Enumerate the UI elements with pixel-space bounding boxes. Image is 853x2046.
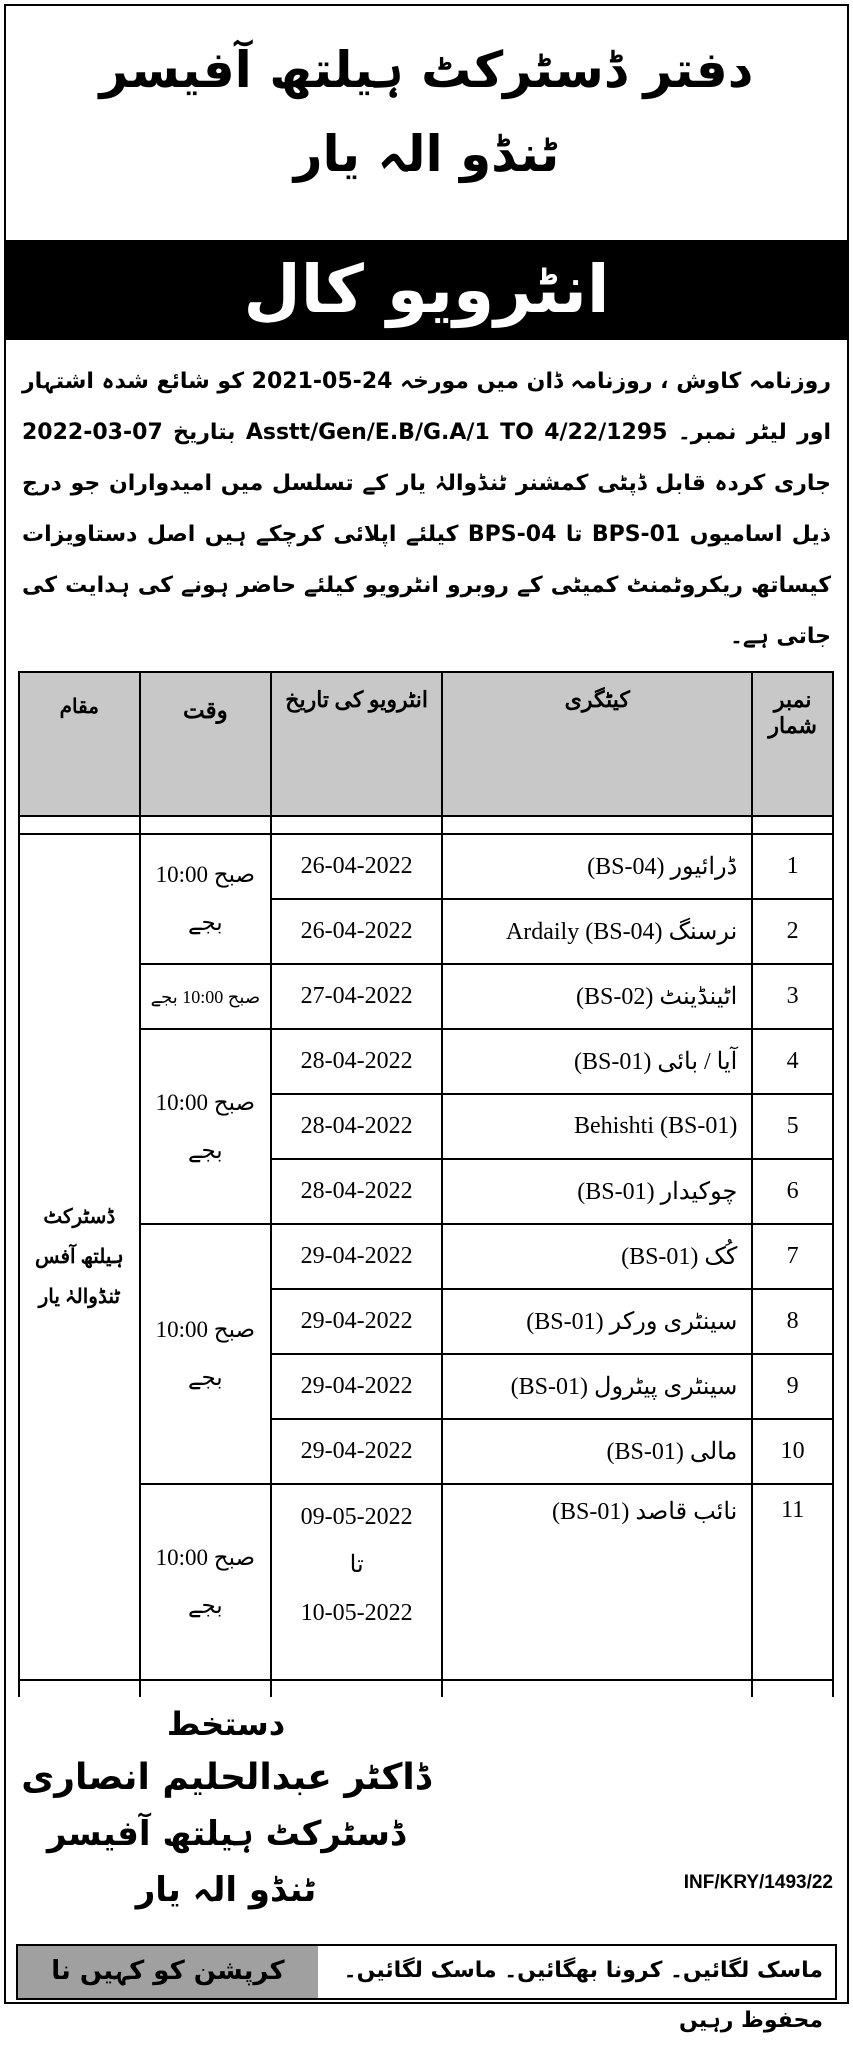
signature-label: دستخط [166, 1705, 286, 1743]
row-date-range [271, 1484, 442, 1680]
intro-paragraph: روزنامہ کاوش ، روزنامہ ڈان میں مورخہ 24-05-2021 کو شائع شدہ اشتہار اور لیٹر نمبر۔ Asstt/Gen/E.B/G.A/1 TO 4/22/1295 بتاریخ 07-03-2022 جاری کردہ قابل ڈپٹی کمشنر ٹنڈوالہٰ یار کے تسلسل میں امیدواران جو درج ذیل اسامیوں BPS-01 تا BPS-04 کیلئے اپلائی کرچکے ہیں اصل دستاویزات کیساتھ ریکروٹمنٹ کمیٹی کے روبرو انٹرویو کیلئے حاضر ہونے کی ہدایت کی جاتی ہے۔ [22, 369, 831, 649]
anti-corruption-slogan: کرپشن کو کہیں نا [18, 1946, 318, 1998]
row-date: 29-04-2022 [271, 1419, 442, 1484]
row-num: 10 [752, 1419, 833, 1484]
row-category: ڈرائیور (BS-04) [442, 834, 752, 899]
row-category: آیا / بائی (BS-01) [442, 1029, 752, 1094]
table-header-row [19, 672, 833, 816]
row-time: صبح 10:00 بجے [140, 964, 271, 1029]
office-title: دفتر ڈسٹرکٹ ہیلتھ آفیسر [99, 41, 754, 99]
date-to: 10-05-2022 [300, 1600, 413, 1626]
date-to-word: تا [349, 1552, 364, 1578]
row-time: صبح 10:00 بجے [140, 1224, 271, 1484]
table-row [19, 1484, 833, 1680]
row-time: صبح 10:00 بجے [140, 1484, 271, 1680]
row-date: 28-04-2022 [271, 1029, 442, 1094]
row-num: 7 [752, 1224, 833, 1289]
row-date: 28-04-2022 [271, 1094, 442, 1159]
header-place: مقام [19, 672, 140, 816]
table-row [19, 1224, 833, 1289]
row-category: نائب قاصد (BS-01) [442, 1484, 752, 1680]
row-category: اٹینڈینٹ (BS-02) [442, 964, 752, 1029]
row-num: 4 [752, 1029, 833, 1094]
row-date: 26-04-2022 [271, 834, 442, 899]
city-title: ٹنڈو الہ یار [293, 125, 560, 183]
header-category: کیٹگری [442, 672, 752, 816]
row-time: صبح 10:00 بجے [140, 1029, 271, 1224]
row-num: 5 [752, 1094, 833, 1159]
row-date: 26-04-2022 [271, 899, 442, 964]
row-category: نرسنگ Ardaily (BS-04) [442, 899, 752, 964]
table-row [19, 964, 833, 1029]
footer-strip [16, 1944, 837, 2033]
header-time: وقت [140, 672, 271, 816]
signatory-name: ڈاکٹر عبدالحلیم انصاری [21, 1757, 431, 1798]
header [6, 6, 847, 224]
venue-cell: ڈسٹرکٹ ہیلتھ آفس ٹنڈوالہٰ یار [19, 834, 140, 1680]
row-num: 11 [752, 1484, 833, 1680]
mask-slogan: ماسک لگائیں۔ کرونا بھگائیں۔ ماسک لگائیں۔ محفوظ رہیں [318, 1946, 835, 1998]
row-date: 29-04-2022 [271, 1224, 442, 1289]
signatory-city: ٹنڈو الہ یار [135, 1870, 317, 1910]
row-category: Behishti (BS-01) [442, 1094, 752, 1159]
row-time: صبح 10:00 بجے [140, 834, 271, 964]
row-date: 29-04-2022 [271, 1289, 442, 1354]
interview-call-banner: انٹرویو کال [6, 240, 847, 340]
table-gap [19, 816, 833, 834]
date-from: 09-05-2022 [300, 1504, 413, 1530]
signature-block [6, 1698, 446, 1918]
table-gap [19, 1680, 833, 1697]
row-category: سینٹری ورکر (BS-01) [442, 1289, 752, 1354]
schedule-table [18, 671, 834, 1697]
row-num: 6 [752, 1159, 833, 1224]
row-category: کُک (BS-01) [442, 1224, 752, 1289]
row-num: 2 [752, 899, 833, 964]
notice-page [4, 4, 849, 2033]
row-num: 3 [752, 964, 833, 1029]
row-num: 1 [752, 834, 833, 899]
row-num: 9 [752, 1354, 833, 1419]
row-date: 29-04-2022 [271, 1354, 442, 1419]
header-num: نمبر شمار [752, 672, 833, 816]
row-category: چوکیدار (BS-01) [442, 1159, 752, 1224]
signatory-title: ڈسٹرکٹ ہیلتھ آفیسر [46, 1814, 406, 1854]
row-date: 27-04-2022 [271, 964, 442, 1029]
header-date: انٹرویو کی تاریخ [271, 672, 442, 816]
reference-number: INF/KRY/1493/22 [683, 1872, 833, 1893]
row-date: 28-04-2022 [271, 1159, 442, 1224]
row-category: سینٹری پیٹرول (BS-01) [442, 1354, 752, 1419]
row-num: 8 [752, 1289, 833, 1354]
table-row [19, 1029, 833, 1094]
table-row [19, 834, 833, 899]
row-category: مالی (BS-01) [442, 1419, 752, 1484]
